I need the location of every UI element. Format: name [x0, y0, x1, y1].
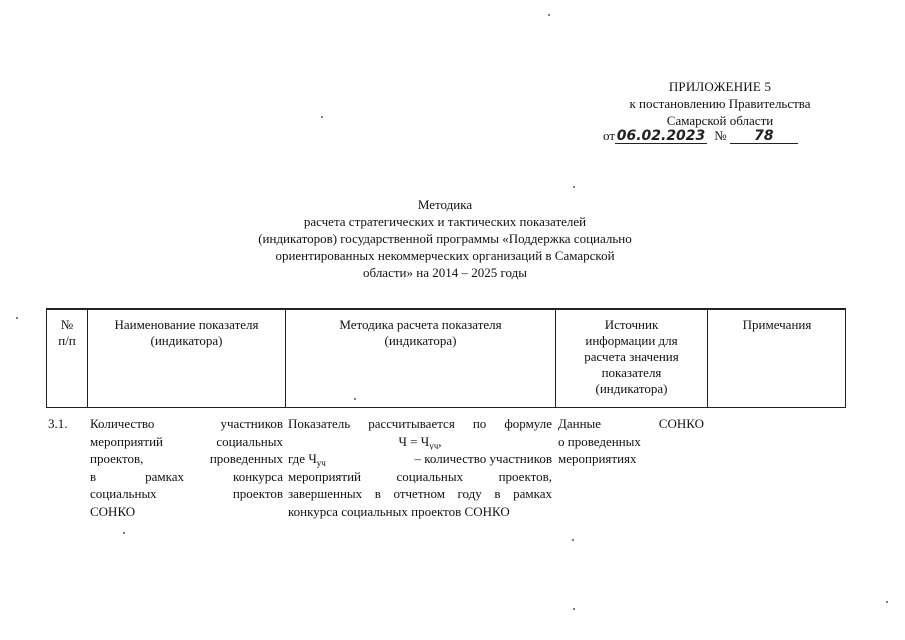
method-line [288, 450, 552, 468]
method-var-subscript: уч [316, 458, 326, 468]
scan-speck [886, 601, 888, 603]
handwritten-date: 06.02.2023 [616, 128, 706, 144]
scan-speck [321, 116, 323, 118]
row-number: 3.1. [48, 416, 68, 431]
scan-speck [354, 398, 356, 400]
document-heading [200, 196, 690, 281]
name-line: СОНКО [90, 503, 136, 519]
row-source [558, 415, 704, 468]
scan-speck [548, 14, 550, 16]
header-num [47, 317, 87, 349]
method-line: мероприятий социальных проектов, [288, 468, 552, 484]
header-source-line-1: Источник [604, 317, 659, 332]
name-line: Количество участников [90, 416, 283, 431]
formula-tail: , [438, 433, 442, 449]
name-line: социальных проектов [90, 486, 283, 501]
header-indicator-name [88, 317, 285, 349]
heading-line-2: расчета стратегических и тактических показателей [303, 214, 587, 229]
name-line: мероприятий социальных [90, 433, 283, 449]
header-num-line-1: № [60, 317, 74, 332]
method-var-rest: – количество участников [414, 451, 552, 466]
header-name-line-1: Наименование показателя [114, 317, 259, 332]
row-indicator-name [90, 415, 283, 520]
method-line: конкурса социальных проектов СОНКО [288, 503, 510, 519]
header-num-line-2: п/п [58, 333, 76, 348]
handwritten-number: 78 [730, 129, 798, 144]
name-line: проектов, проведенных [90, 451, 283, 466]
source-line: о проведенных [558, 433, 641, 449]
header-method [286, 317, 555, 349]
header-method-line-2: (индикатора) [384, 333, 457, 348]
source-line: Данные СОНКО [558, 416, 704, 431]
header-notes [708, 317, 846, 333]
header-notes-label: Примечания [742, 317, 812, 332]
appendix-title: ПРИЛОЖЕНИЕ 5 [668, 79, 772, 94]
row-method [288, 415, 552, 520]
scan-speck [573, 186, 575, 188]
formula-lhs: Ч = Ч [398, 433, 430, 449]
resolution-date-line [603, 128, 798, 144]
header-source-line-5: (индикатора) [595, 381, 668, 396]
date-prefix: от [603, 128, 616, 143]
heading-line-3: (индикаторов) государственной программы «Поддержка социально [258, 231, 632, 246]
appendix-line-1: к постановлению Правительства [629, 96, 811, 111]
heading-line-5: области» на 2014 – 2025 годы [363, 265, 527, 280]
appendix-block [560, 78, 880, 129]
header-method-line-1: Методика расчета показателя [339, 317, 502, 332]
header-name-line-2: (индикатора) [150, 333, 223, 348]
header-source-line-2: информации для [585, 333, 678, 348]
source-line: мероприятиях [558, 451, 637, 466]
formula-line [288, 433, 552, 451]
heading-line-4: ориентированных некоммерческих организаций в Самарской [275, 248, 615, 263]
scan-speck [123, 532, 125, 534]
number-prefix: № [714, 128, 727, 143]
method-line: завершенных в отчетном году в рамках [288, 486, 552, 501]
method-var-prefix: где Ч [288, 451, 317, 466]
method-line: Показатель рассчитывается по формуле [288, 416, 552, 431]
heading-line-1: Методика [417, 197, 473, 212]
formula-subscript: уч [429, 440, 439, 450]
scan-speck [16, 317, 18, 319]
scan-speck [573, 608, 575, 610]
header-source-line-4: показателя [601, 365, 662, 380]
scan-speck [572, 539, 574, 541]
appendix-line-2: Самарской области [666, 113, 774, 128]
name-line: в рамках конкурса [90, 468, 283, 484]
header-source-line-3: расчета значения [584, 349, 679, 364]
header-source [556, 317, 707, 397]
